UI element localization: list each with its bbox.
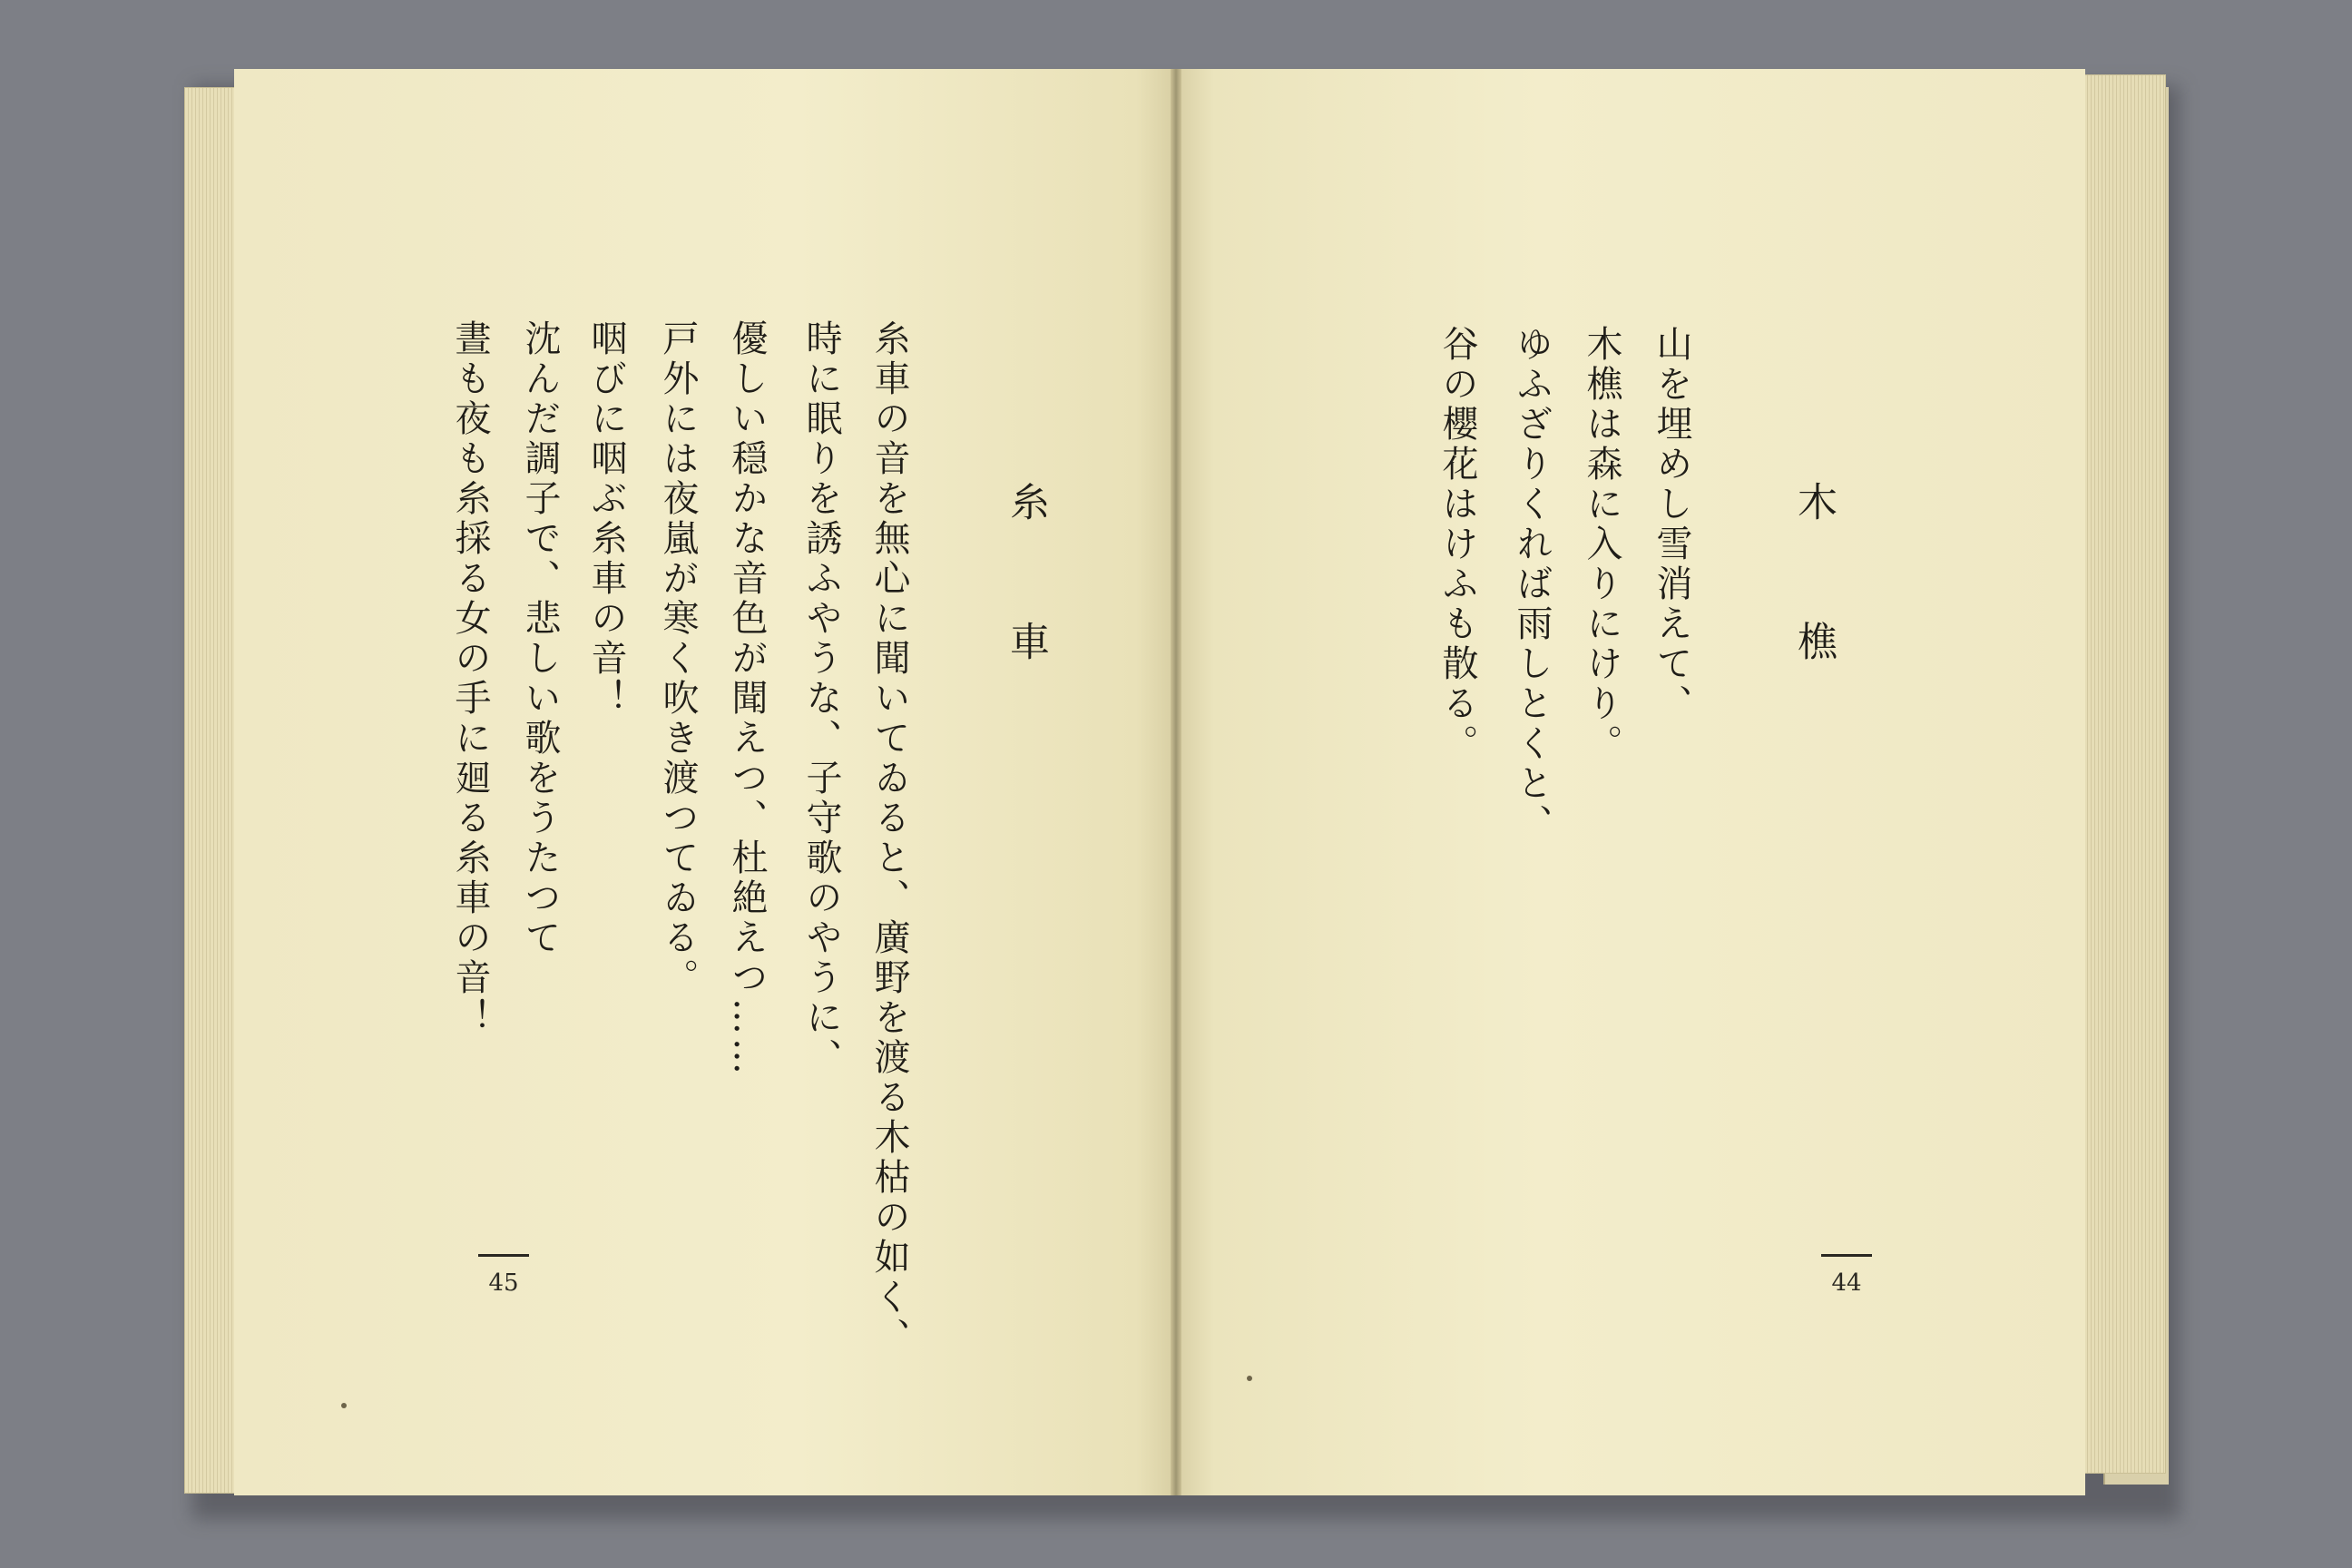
poem-line: 戸外には夜嵐が寒く吹き渡つてゐる。 xyxy=(657,319,699,998)
poem-line: 沈んだ調子で、悲しい歌をうたつて xyxy=(519,319,561,958)
folio-rule xyxy=(478,1254,529,1257)
poem-title: 木樵 xyxy=(1790,481,1837,760)
poem-line: 木樵は森に入りにけり。 xyxy=(1581,325,1622,764)
page-number-text: 45 xyxy=(488,1269,519,1297)
poem-line: 咽びに咽ぶ糸車の音！ xyxy=(585,319,627,719)
poem-line: 山を埋めし雪消えて、 xyxy=(1651,325,1692,724)
right-page xyxy=(1178,69,2085,1495)
poem-line: 晝も夜も糸採る女の手に廻る糸車の音！ xyxy=(449,319,491,1038)
poem-line: 時に眠りを誘ふやうな、子守歌のやうに、 xyxy=(800,319,842,1078)
page-number xyxy=(472,1254,535,1297)
paper-spot xyxy=(341,1403,347,1408)
poem-line: 糸車の音を無心に聞いてゐると、廣野を渡る木枯の如く、 xyxy=(868,319,910,1357)
poem-title: 糸車 xyxy=(1003,481,1049,760)
folio-rule xyxy=(1821,1254,1872,1257)
paper-spot xyxy=(1247,1376,1252,1381)
book-gutter xyxy=(1171,69,1181,1495)
poem-line: 谷の櫻花はけふも散る。 xyxy=(1436,325,1478,764)
poem-line: ゆふざりくれば雨しとくと、 xyxy=(1511,325,1553,844)
poem-line: 優しい穏かな音色が聞えつ、杜絶えつ…… xyxy=(726,319,768,1078)
page-number-text: 44 xyxy=(1831,1269,1862,1297)
page-number xyxy=(1815,1254,1878,1297)
left-page xyxy=(234,69,1174,1495)
